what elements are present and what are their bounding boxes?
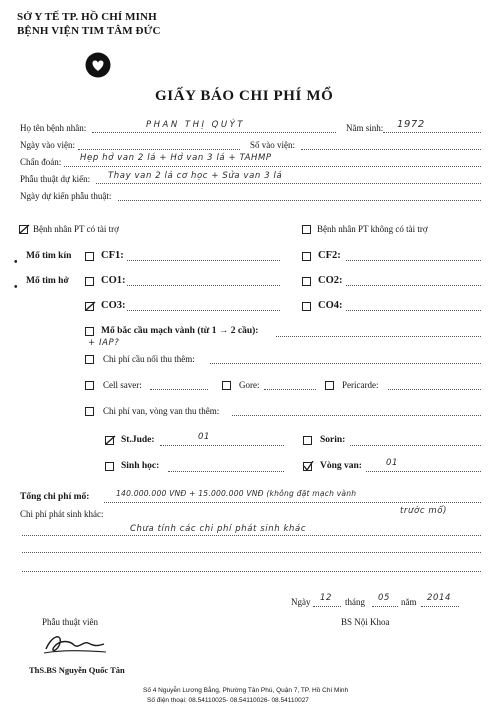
co2-checkbox[interactable] <box>302 277 311 286</box>
ring-checkbox[interactable] <box>303 462 312 471</box>
cabg-label: Mổ bắc cầu mạch vành (từ 1 → 2 cầu): <box>101 326 259 336</box>
gore-label: Gore: <box>239 380 260 390</box>
cf2-label: CF2: <box>318 250 341 261</box>
department-name: SỞ Y TẾ TP. HỒ CHÍ MINH <box>17 11 157 23</box>
co2-label: CO2: <box>318 275 343 286</box>
closed-heart-label: Mổ tim kín <box>26 251 72 261</box>
date-year-label: năm <box>401 597 417 607</box>
surgeon-title: Phẫu thuật viên <box>42 617 98 627</box>
date-day-label: Ngày <box>291 597 311 607</box>
total-cost-value: 140.000.000 VNĐ + 15.000.000 VNĐ (không đặt mạch vành <box>116 489 357 498</box>
hospital-name: BỆNH VIỆN TIM TÂM ĐỨC <box>17 25 161 37</box>
planned-date-label: Ngày dự kiến phẫu thuật: <box>20 191 112 201</box>
st-jude-checkbox[interactable] <box>105 436 114 445</box>
cf1-checkbox[interactable] <box>85 252 94 261</box>
heart-icon <box>85 52 111 83</box>
footer-address: Số 4 Nguyễn Lương Bằng, Phường Tân Phú, Quận 7, TP. Hồ Chí Minh <box>143 687 349 694</box>
st-jude-label: St.Jude: <box>121 435 155 445</box>
internist-title: BS Nội Khoa <box>341 617 390 627</box>
sorin-label: Sorin: <box>320 435 346 445</box>
cell-saver-checkbox[interactable] <box>85 381 94 390</box>
diagnosis-label: Chẩn đoán: <box>20 157 62 167</box>
diagnosis-value: Hẹp hở van 2 lá + Hở van 3 lá + TAHMP <box>80 153 272 163</box>
admission-date-label: Ngày vào viện: <box>20 140 75 150</box>
co4-checkbox[interactable] <box>302 302 311 311</box>
sponsored-checkbox[interactable] <box>19 225 28 234</box>
birth-year-label: Năm sinh: <box>346 123 384 133</box>
open-heart-label: Mổ tim hở <box>26 276 69 286</box>
date-month-value: 05 <box>378 593 391 603</box>
co1-label: CO1: <box>101 275 126 286</box>
footer-phones: Số điện thoại: 08.54110025- 08.54110026- 08.54110027 <box>147 697 309 704</box>
cabg-checkbox[interactable] <box>85 327 94 336</box>
cell-saver-label: Cell saver: <box>103 380 142 390</box>
not-sponsored-label: Bệnh nhân PT không có tài trợ <box>317 224 428 234</box>
birth-year-value: 1972 <box>397 119 425 130</box>
extra-cost-label: Chi phí phát sinh khác: <box>20 509 104 519</box>
bypass-extra-checkbox[interactable] <box>85 355 94 364</box>
document-title: GIẤY BÁO CHI PHÍ MỔ <box>155 88 334 104</box>
planned-surgery-label: Phẫu thuật dự kiến: <box>20 174 91 184</box>
cf2-checkbox[interactable] <box>302 252 311 261</box>
ring-label: Vòng van: <box>320 461 362 471</box>
date-day-value: 12 <box>320 593 333 603</box>
ring-value: 01 <box>386 458 399 468</box>
extra-cost-value: Chưa tính các chi phí phát sinh khác <box>130 524 307 534</box>
total-cost-label: Tổng chi phí mổ: <box>20 492 90 502</box>
cf1-label: CF1: <box>101 250 124 261</box>
date-month-label: tháng <box>345 597 365 607</box>
co4-label: CO4: <box>318 300 343 311</box>
patient-name-value: PHAN THỊ QUÝT <box>146 120 245 130</box>
gore-checkbox[interactable] <box>222 381 231 390</box>
bio-valve-label: Sinh học: <box>121 461 160 471</box>
valve-extra-label: Chi phí van, vòng van thu thêm: <box>103 406 220 416</box>
surgeon-signature <box>40 631 110 666</box>
cost-notice-document: SỞ Y TẾ TP. HỒ CHÍ MINH BỆNH VIỆN TIM TÂM ĐỨC GIẤY BÁO CHI PHÍ MỔ Họ tên bệnh nhân: PHAN THỊ QUÝT Năm sinh: 1972 Ngày vào viện: Số vào viện: Chẩn đoán: Hẹp hở van 2 lá + Hở van 3 lá + TAHMP Phẫu thuật dự kiến: Thay van 2 lá cơ học + Sửa van 3 lá Ngày dự kiến phẫu thuật: Bệnh nhân PT có tài trợ Bệnh nhân PT không có tài trợ • Mổ tim kín CF1: CF2: • Mổ tim hở CO1: CO2: CO3: CO4: Mổ bắc cầu mạch vành (từ 1 → 2 cầu): + IAP? Chi phí cầu nối thu thêm: Cell saver: Gore: Pericarde: Chi phí van, vòng van thu thêm: St.Jude: 01 Sorin: Sinh học: Vòng van: 01 Tổng chi phí mổ: 140.000.000 VNĐ + 15.000.000 VNĐ (không đặt mạch vành trước mổ) Chi phí phát sinh khác: Chưa tính các chi phí phát sinh khác Ngày 12 tháng 05 năm 2014 Phẫu thuật viên BS Nội Khoa ThS.BS Nguyễn Quốc Tân Số 4 Nguyễn Lương Bằng, Phường Tân Phú, Quận 7, TP. Hồ Chí Minh Số điện thoại: 08.54110025- 08.54110026- 08.54110027 <box>0 0 500 715</box>
co1-checkbox[interactable] <box>85 277 94 286</box>
surgeon-name: ThS.BS Nguyễn Quốc Tân <box>29 665 125 675</box>
patient-name-label: Họ tên bệnh nhân: <box>20 123 87 133</box>
pericarde-checkbox[interactable] <box>325 381 334 390</box>
co3-label: CO3: <box>101 300 126 311</box>
not-sponsored-checkbox[interactable] <box>302 225 311 234</box>
date-year-value: 2014 <box>427 593 452 603</box>
st-jude-value: 01 <box>198 432 211 442</box>
sorin-checkbox[interactable] <box>303 436 312 445</box>
bypass-extra-label: Chi phí cầu nối thu thêm: <box>103 354 195 364</box>
admission-number-label: Số vào viện: <box>250 140 295 150</box>
co3-checkbox[interactable] <box>85 302 94 311</box>
sponsored-label: Bệnh nhân PT có tài trợ <box>33 224 119 234</box>
cabg-note: + IAP? <box>88 338 120 348</box>
pericarde-label: Pericarde: <box>342 380 379 390</box>
planned-surgery-value: Thay van 2 lá cơ học + Sửa van 3 lá <box>108 171 283 181</box>
bio-valve-checkbox[interactable] <box>105 462 114 471</box>
valve-extra-checkbox[interactable] <box>85 407 94 416</box>
total-cost-value-cont: trước mổ) <box>400 506 447 516</box>
